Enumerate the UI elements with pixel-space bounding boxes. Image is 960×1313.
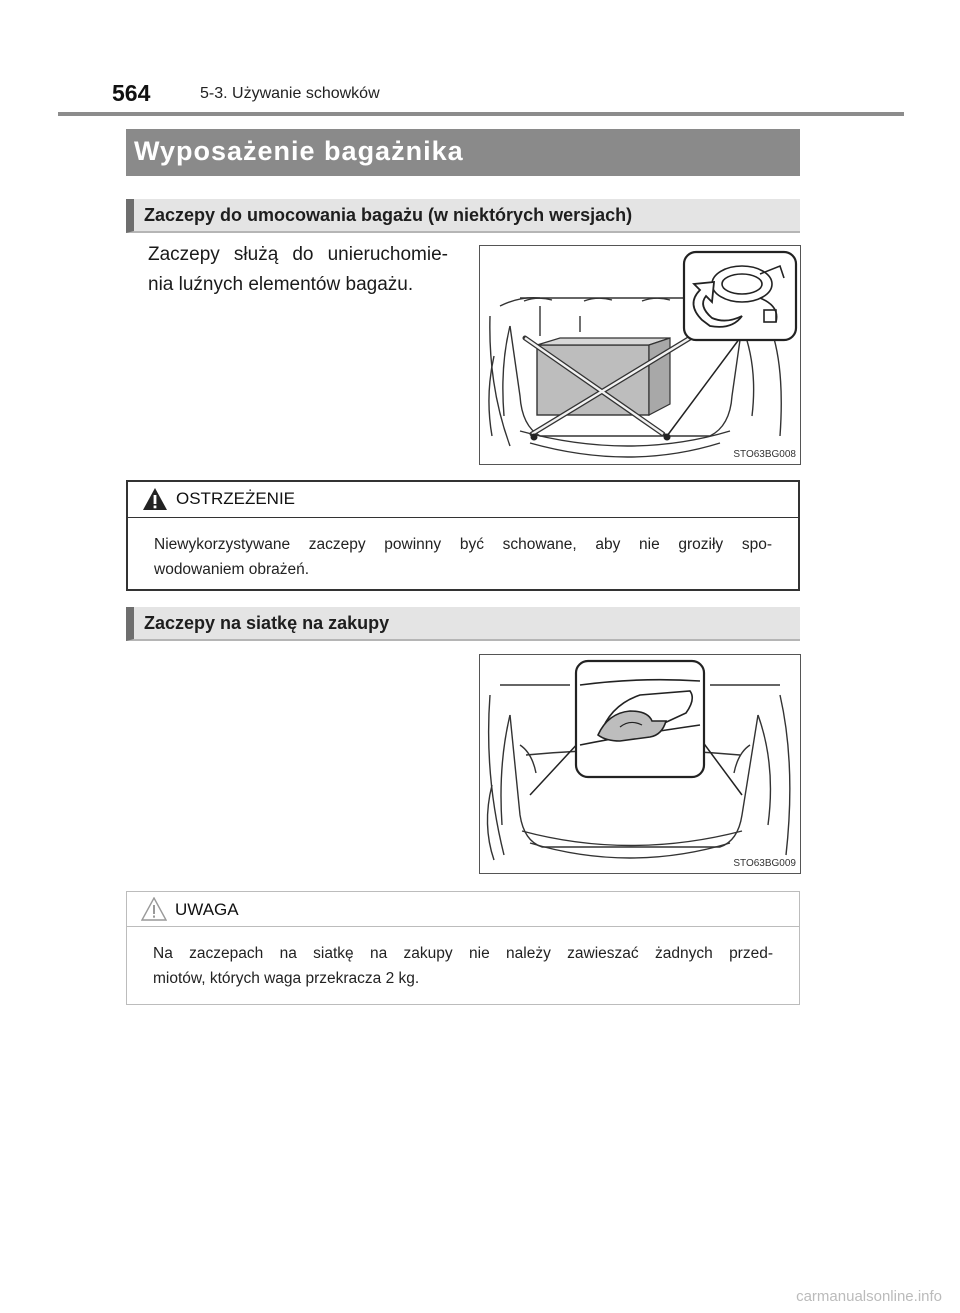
section-title: Wyposażenie bagażnika: [126, 129, 800, 176]
trunk-straps-illustration: [480, 246, 800, 464]
watermark: carmanualsonline.info: [796, 1288, 942, 1305]
notice-line-2: miotów, których waga przekracza 2 kg.: [153, 970, 420, 987]
trunk-net-hooks-illustration: [480, 655, 800, 873]
chapter-title: 5-3. Używanie schowków: [200, 85, 380, 102]
subsection-heading-luggage-hooks: Zaczepy do umocowania bagażu (w niektórych wersjach): [126, 199, 800, 233]
description-line-2: nia luźnych elementów bagażu.: [148, 274, 414, 295]
warning-header: [128, 482, 798, 518]
warning-line-2: wodowaniem obrażeń.: [154, 561, 310, 578]
notice-box: [126, 891, 800, 1005]
notice-header: [127, 892, 799, 927]
warning-line-1: Niewykorzystywane zaczepy powinny być schowane, aby nie groziły spo-: [154, 536, 772, 553]
figure-shopping-net-hooks: [479, 654, 801, 874]
figure-code-1: STO63BG008: [733, 449, 796, 460]
notice-line-1: Na zaczepach na siatkę na zakupy nie należy zawieszać żadnych przed-: [153, 945, 773, 962]
description-line-1: Zaczepy służą do unieruchomie-: [148, 244, 448, 265]
warning-title: OSTRZEŻENIE: [176, 489, 296, 508]
caution-triangle-icon: [141, 897, 167, 921]
luggage-hooks-description: [148, 240, 448, 300]
figure-luggage-hooks: [479, 245, 801, 465]
warning-box: [126, 480, 800, 591]
notice-text: [127, 927, 799, 1005]
warning-triangle-icon: [142, 487, 168, 511]
header-rule: [58, 112, 904, 116]
notice-title: UWAGA: [175, 900, 239, 919]
figure-code-2: STO63BG009: [733, 858, 796, 869]
subsection-heading-shopping-net-hooks: Zaczepy na siatkę na zakupy: [126, 607, 800, 641]
warning-text: [128, 518, 798, 596]
page-number: 564: [112, 80, 151, 106]
